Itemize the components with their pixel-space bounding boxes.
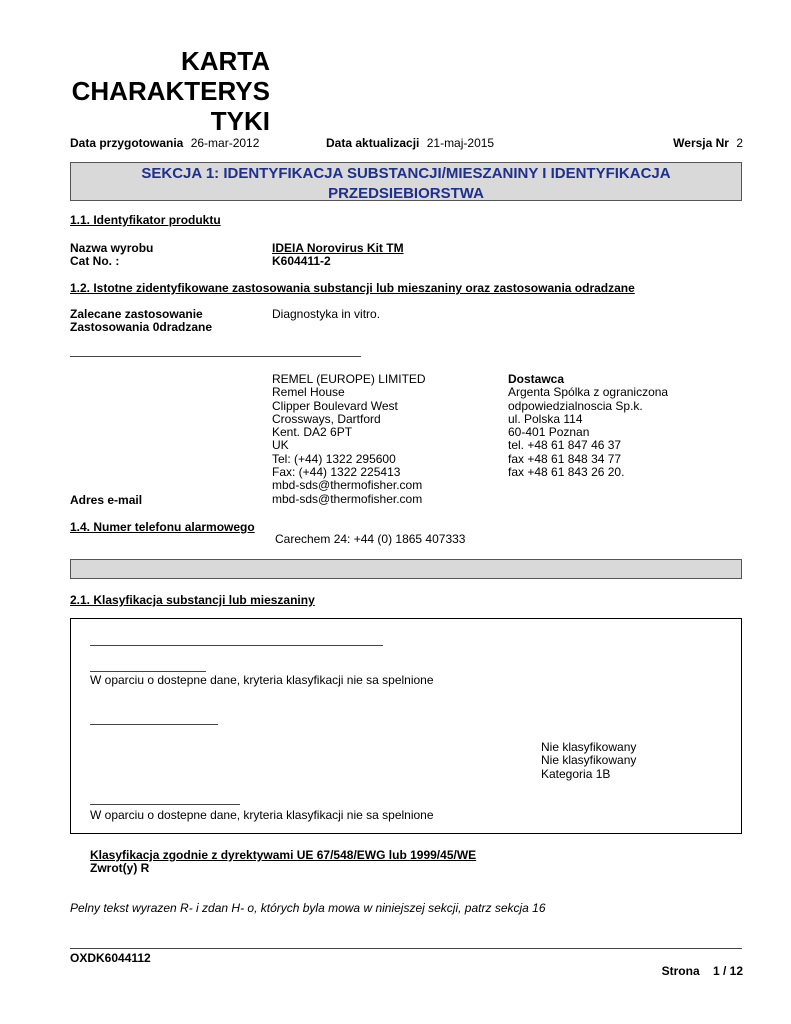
distributor-line: ul. Polska 114 xyxy=(508,411,583,426)
classification-line: Kategoria 1B xyxy=(541,766,611,781)
recommended-use-value: Diagnostyka in vitro. xyxy=(272,307,381,321)
eu-classification-heading: Klasyfikacja zgodnie z dyrektywami UE 67/548/EWG lub 1999/45/WE xyxy=(90,848,477,862)
distributor-line: fax +48 61 848 34 77 xyxy=(508,451,622,466)
supplier-line: Kent. DA2 6PT xyxy=(272,425,353,440)
classification-line: Nie klasyfikowany xyxy=(541,740,637,754)
email-label: Adres e-mail xyxy=(70,493,143,507)
classification-divider-1 xyxy=(90,645,383,646)
update-date-value: 21-maj-2015 xyxy=(426,136,495,150)
r-phrases-label: Zwrot(y) R xyxy=(90,861,150,875)
supplier-address xyxy=(272,373,426,506)
supplier-line: mbd-sds@thermofisher.com xyxy=(272,478,423,493)
subsection-1-4: 1.4. Numer telefonu alarmowego xyxy=(70,520,255,534)
update-date-label: Data aktualizacji xyxy=(326,136,420,150)
section-2-title xyxy=(71,560,741,561)
full-text-note: Pelny tekst wyrazen R- i zdan H- o, których byla mowa w niniejszej sekcji, patrz sekcja 16 xyxy=(70,901,546,915)
subsection-1-2: 1.2. Istotne zidentyfikowane zastosowania substancji lub mieszaniny oraz zastosowania odradzane xyxy=(70,281,635,295)
title-line-1: KARTA xyxy=(180,46,270,76)
distributor-line: tel. +48 61 847 46 37 xyxy=(508,438,622,453)
page-value: 1 / 12 xyxy=(712,964,743,978)
page-number xyxy=(662,964,743,978)
title-line-2: CHARAKTERYS xyxy=(71,76,270,106)
section-1-header xyxy=(70,162,742,201)
doc-code: OXDK6044112 xyxy=(70,951,151,965)
supplier-line: UK xyxy=(272,438,289,453)
criteria-text-1: W oparciu o dostepne dane, kryteria klasyfikacji nie sa spelnione xyxy=(90,673,434,687)
prep-date-label: Data przygotowania xyxy=(70,136,184,150)
classification-divider-2 xyxy=(90,671,206,672)
supplier-line: REMEL (EUROPE) LIMITED xyxy=(272,372,426,386)
divider-1-3 xyxy=(70,356,361,357)
title-line-3: TYKI xyxy=(210,106,270,136)
distributor-line: 60-401 Poznan xyxy=(508,425,590,440)
classification-box xyxy=(70,618,742,834)
emergency-phone: Carechem 24: +44 (0) 1865 407333 xyxy=(275,532,466,546)
product-name-value: IDEIA Norovirus Kit TM xyxy=(272,241,404,255)
classification-divider-3 xyxy=(90,724,218,725)
version-label: Wersja Nr xyxy=(673,136,729,150)
section-2-header xyxy=(70,559,742,579)
distributor-line: fax +48 61 843 26 20. xyxy=(508,465,625,480)
section-1-title-line-1: SEKCJA 1: IDENTYFIKACJA SUBSTANCJI/MIESZANINY I IDENTYFIKACJA xyxy=(141,165,671,182)
prep-date xyxy=(70,136,259,150)
document-title xyxy=(60,46,270,136)
page-label: Strona xyxy=(661,964,700,978)
subsection-1-1: 1.1. Identyfikator produktu xyxy=(70,213,221,227)
distributor-line: odpowiedzialnoscia Sp.k. xyxy=(508,398,643,413)
supplier-line: Crossways, Dartford xyxy=(272,411,381,426)
subsection-2-1: 2.1. Klasyfikacja substancji lub mieszaniny xyxy=(70,593,315,607)
supplier-line: Remel House xyxy=(272,385,345,400)
section-1-title-line-2: PRZEDSIEBIORSTWA xyxy=(328,185,484,202)
supplier-line: Tel: (+44) 1322 295600 xyxy=(272,451,396,466)
update-date xyxy=(326,136,494,150)
criteria-text-2: W oparciu o dostepne dane, kryteria klasyfikacji nie sa spelnione xyxy=(90,808,434,822)
recommended-use-label: Zalecane zastosowanie xyxy=(70,307,203,321)
cat-no-value: K604411-2 xyxy=(272,254,331,268)
classification-results xyxy=(541,741,636,781)
distributor-address xyxy=(508,373,668,479)
email-value: mbd-sds@thermofisher.com xyxy=(272,491,423,506)
supplier-line: Clipper Boulevard West xyxy=(272,398,398,413)
classification-line: Nie klasyfikowany xyxy=(541,753,637,768)
classification-divider-4 xyxy=(90,804,240,805)
discouraged-use-label: Zastosowania 0dradzane xyxy=(70,320,213,334)
distributor-label: Dostawca xyxy=(508,372,565,386)
footer-divider xyxy=(70,948,742,949)
supplier-line: Fax: (+44) 1322 225413 xyxy=(272,465,401,480)
cat-no-label: Cat No. : xyxy=(70,254,120,268)
prep-date-value: 26-mar-2012 xyxy=(190,136,260,150)
version-value: 2 xyxy=(736,136,743,150)
version xyxy=(673,136,743,150)
distributor-line: Argenta Spólka z ograniczona xyxy=(508,385,669,400)
product-name-label: Nazwa wyrobu xyxy=(70,241,154,255)
